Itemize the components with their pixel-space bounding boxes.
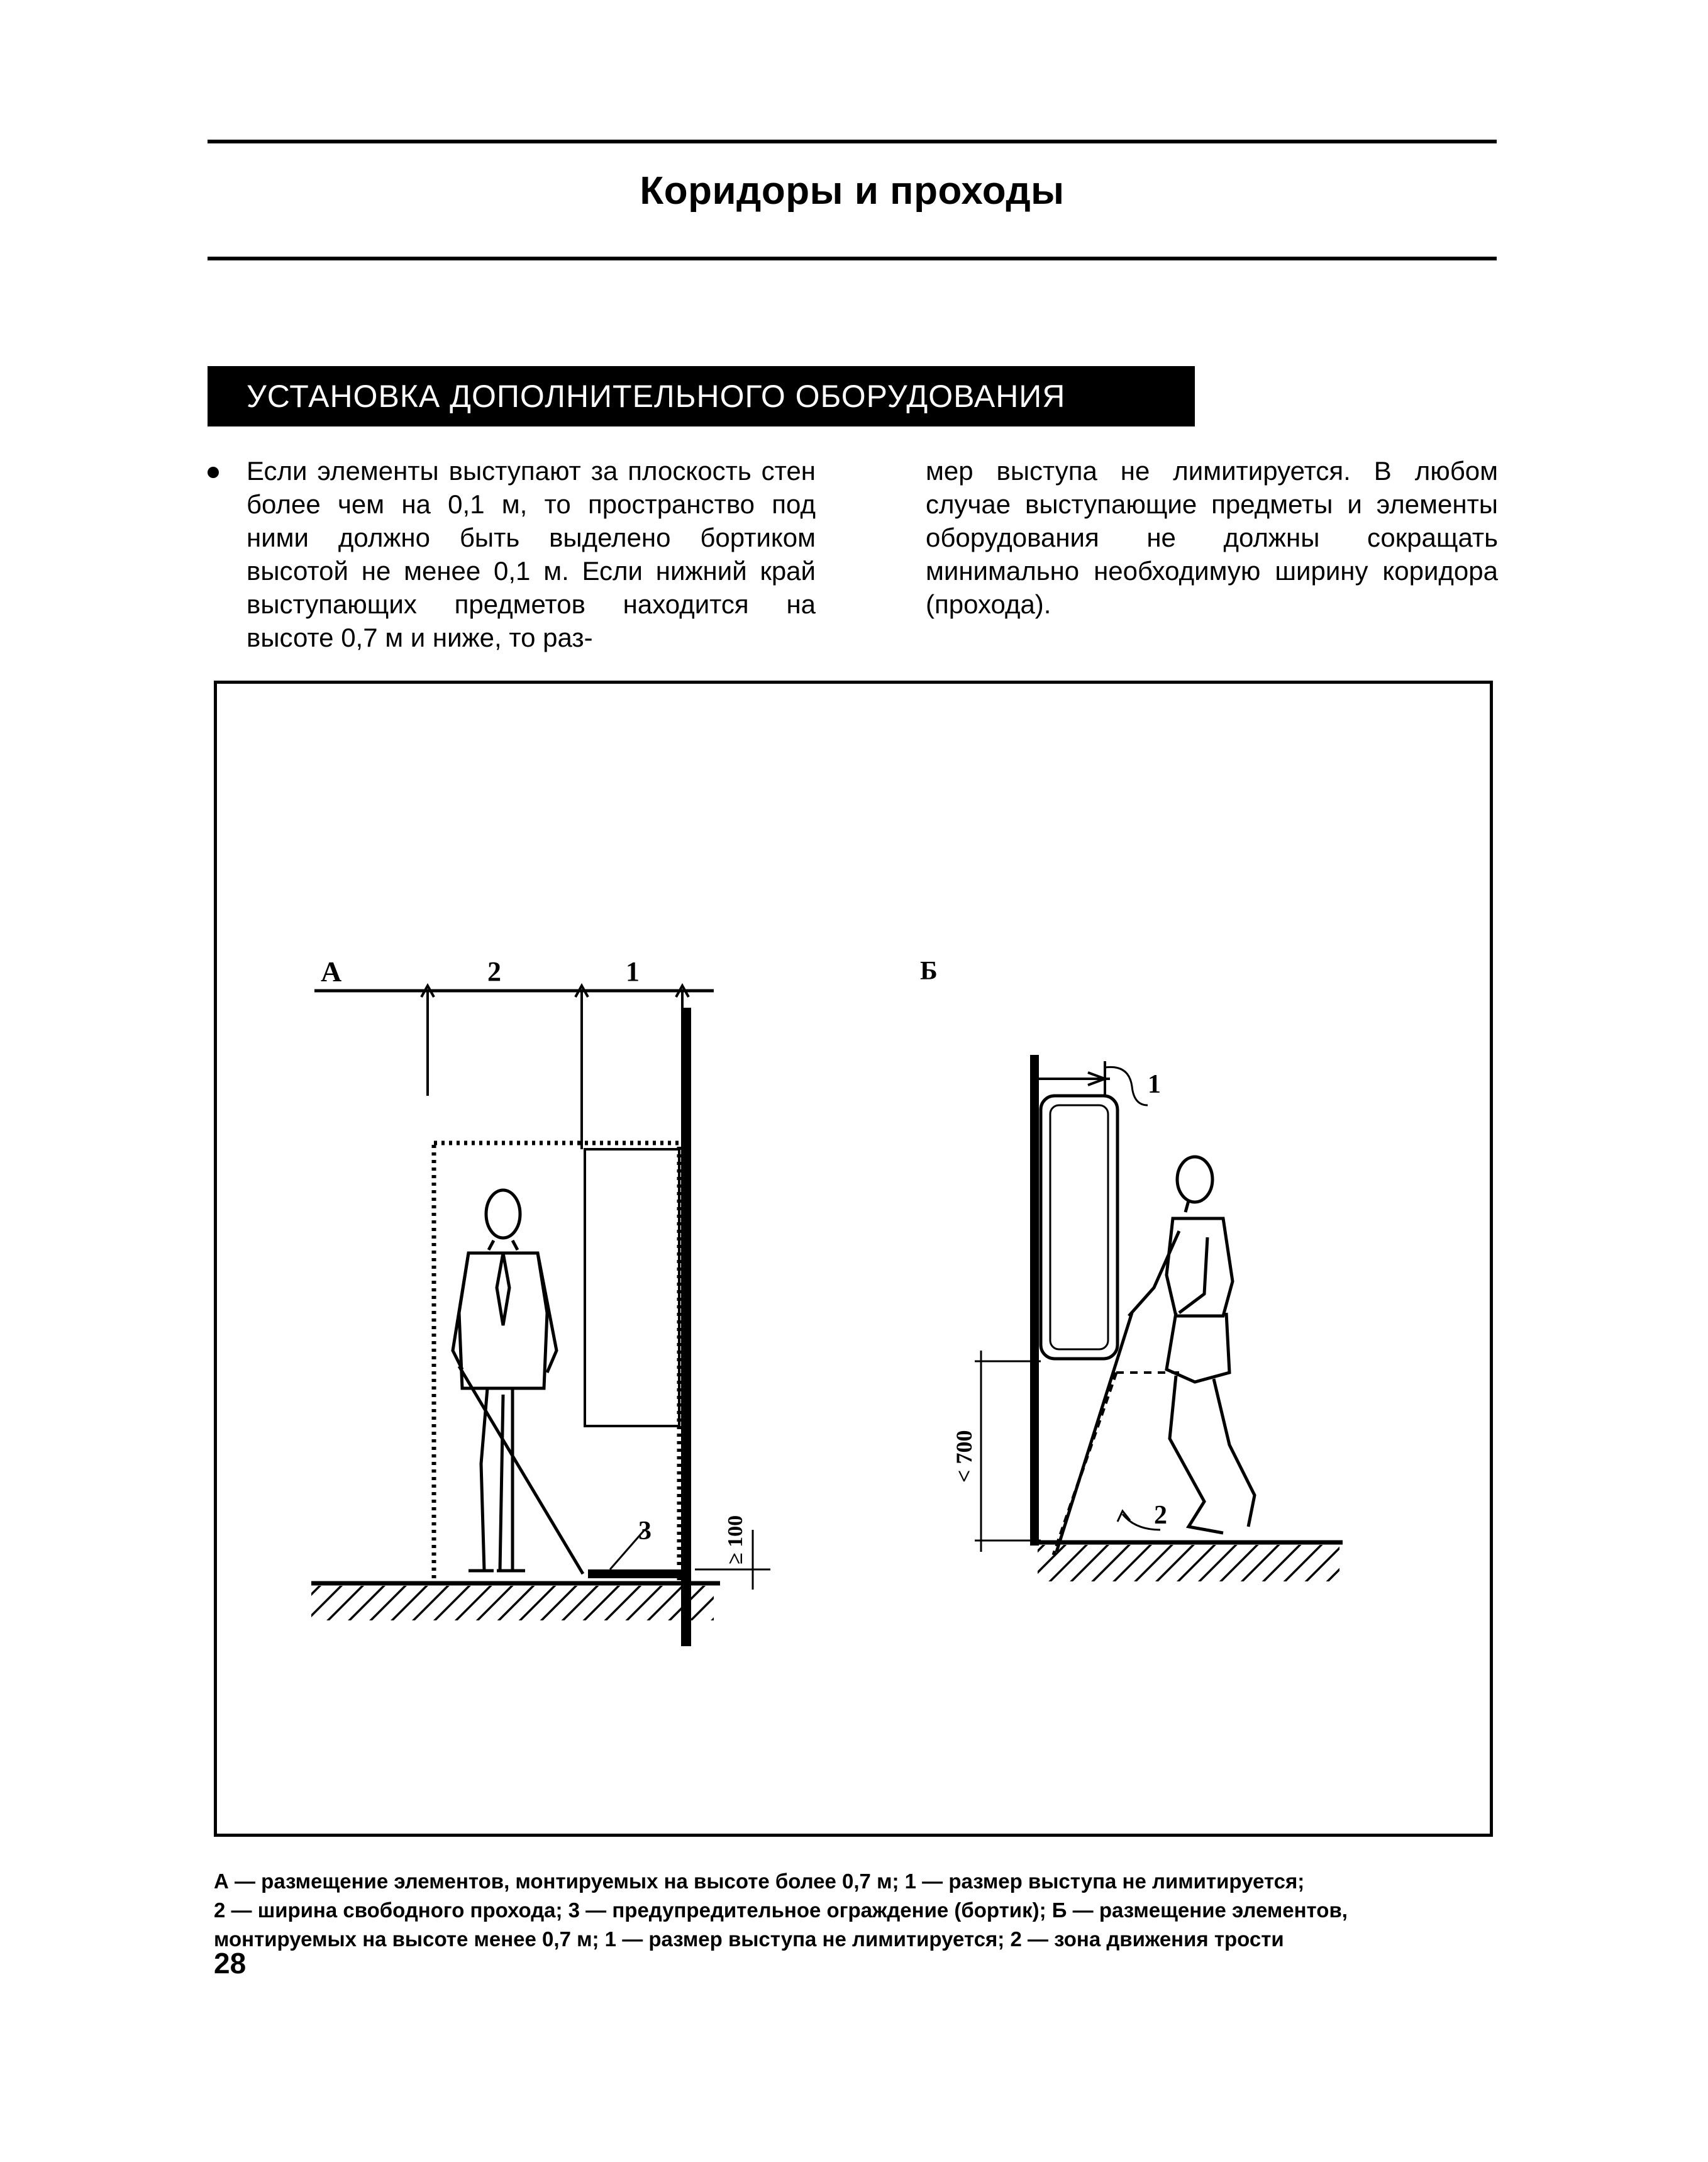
- panel-b-label: Б: [920, 957, 938, 986]
- person-profile-walking: [1056, 1157, 1255, 1552]
- body-text-right: мер выступа не лимитируется. В любом случае выступающие предметы и элементы оборудования не должны сокращать минимально необходимую ширину коридора (прохода).: [926, 456, 1498, 619]
- caption-line-3: монтируемых на высоте менее 0,7 м; 1 — размер выступа не лимитируется; 2 — зона движения трости: [214, 1927, 1284, 1951]
- panel-b-callout-2: 2: [1154, 1501, 1167, 1530]
- caption-line-2: 2 — ширина свободного прохода; 3 — предупредительное ограждение (бортик); Б — размещение элементов,: [214, 1898, 1348, 1922]
- bullet-icon: [208, 467, 219, 478]
- section-heading: УСТАНОВКА ДОПОЛНИТЕЛЬНОГО ОБОРУДОВАНИЯ: [208, 366, 1195, 426]
- panel-a-dim-1: 1: [626, 956, 640, 987]
- panel-a-label: А: [321, 956, 342, 988]
- person-front-with-cane: [453, 1190, 583, 1574]
- panel-a-callout-3: 3: [638, 1517, 652, 1546]
- panel-a-height-label: ≥ 100: [724, 1515, 747, 1564]
- header-rule-bottom: [208, 257, 1497, 260]
- figure-drawing: [217, 684, 1496, 1840]
- panel-b-callout-1: 1: [1148, 1070, 1161, 1099]
- header-rule-top: [208, 140, 1497, 143]
- panel-b-drawing: [920, 957, 1343, 1581]
- body-column-right: [926, 454, 1498, 621]
- body-column-left: [247, 454, 816, 654]
- figure-frame: [214, 681, 1493, 1837]
- caption-line-1: А — размещение элементов, монтируемых на высоте более 0,7 м; 1 — размер выступа не лимитируется;: [214, 1869, 1305, 1893]
- figure-caption: [214, 1867, 1497, 1954]
- panel-b-height-label: < 700: [951, 1430, 977, 1483]
- panel-a-dim-2: 2: [487, 956, 501, 987]
- body-text-left: Если элементы выступают за плоскость стен более чем на 0,1 м, то пространство под ними должно быть выделено бортиком высотой не менее 0,1 м. Если нижний край выступающих предметов находится на высоте 0,7 м и ниже, то раз-: [247, 456, 816, 652]
- page-title: Коридоры и проходы: [640, 169, 1065, 213]
- page-number: 28: [214, 1947, 247, 1980]
- panel-a-drawing: [311, 956, 770, 1646]
